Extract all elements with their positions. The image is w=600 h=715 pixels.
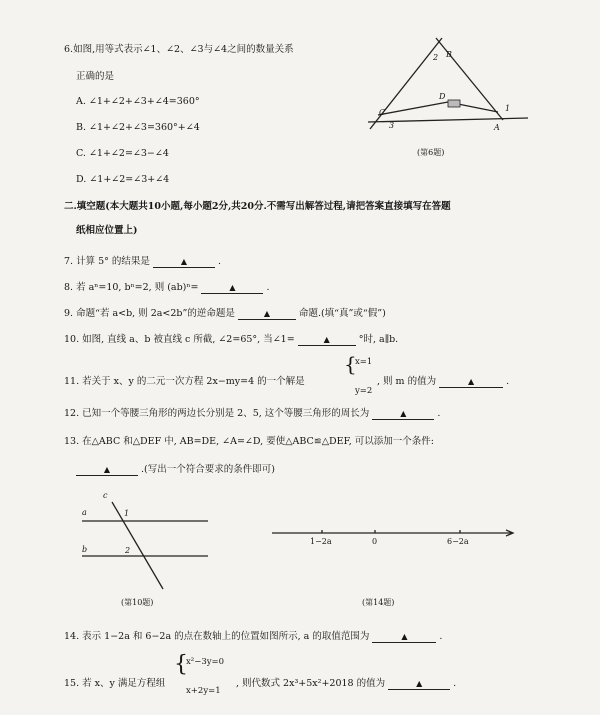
q13-answer-blank[interactable]: ▲ (76, 465, 138, 476)
fig6-label-a: A (494, 123, 500, 132)
q11-text: 11. 若关于 x、y 的二元一次方程 2x−my=4 的一个解是 (64, 376, 305, 387)
fig6-label-c: C (379, 108, 386, 117)
q15 (236, 675, 456, 690)
q6-option-b: B. ∠1+∠2+∠3=360°+∠4 (76, 122, 200, 133)
q11-answer-blank[interactable]: ▲ (439, 377, 503, 388)
fig6-label-b: B (446, 50, 452, 59)
q9-end: 命题.(填“真”或“假”) (298, 308, 386, 319)
fig6-label-1: 1 (505, 104, 511, 113)
q10-answer-blank[interactable]: ▲ (298, 335, 356, 346)
q6-stem-line1: 6.如图,用等式表示∠1、∠2、∠3与∠4之间的数量关系 (64, 44, 294, 55)
q9-text: 9. 命题“若 a<b, 则 2a<2b”的逆命题是 (64, 308, 235, 319)
q8-text: 8. 若 aⁿ=10, bⁿ=2, 则 (ab)ⁿ= (64, 282, 199, 293)
fig6-caption: (第6题) (417, 148, 445, 157)
q15-answer-blank[interactable]: ▲ (388, 679, 450, 690)
fig10-label-1: 1 (124, 509, 130, 518)
q11-text-post: , 则 m 的值为 (377, 376, 437, 387)
q13-line1: 13. 在△ABC 和△DEF 中, AB=DE, ∠A=∠D, 要使△ABC≌△DEF, 可以添加一个条件: (64, 436, 434, 447)
q15-brace: { (174, 652, 188, 677)
q7-answer-blank[interactable]: ▲ (153, 257, 215, 268)
q12-answer-blank[interactable]: ▲ (372, 409, 434, 420)
q15-text-post: , 则代数式 2x³+5x²+2018 的值为 (236, 678, 386, 689)
q13-text-post: .(写出一个符合要求的条件即可) (141, 464, 275, 475)
fig10-label-c: c (103, 491, 108, 500)
q10-end: °时, a∥b. (358, 334, 399, 345)
q6-stem-line2: 正确的是 (76, 71, 115, 82)
q15-end: . (453, 678, 457, 689)
q14-end: . (439, 631, 443, 642)
fig6-label-d: D (439, 92, 446, 101)
q6-option-a: A. ∠1+∠2+∠3+∠4=360° (76, 96, 200, 107)
q6-option-d: D. ∠1+∠2=∠3+∠4 (76, 174, 170, 185)
q6-option-c: C. ∠1+∠2=∠3−∠4 (76, 148, 169, 159)
fig14-tick-label-1: 1−2a (310, 537, 332, 546)
q12-text: 12. 已知一个等腰三角形的两边长分别是 2、5, 这个等腰三角形的周长为 (64, 408, 370, 419)
q11-eq1: x=1 (355, 357, 373, 367)
section2-heading-cont: 纸相应位置上) (76, 225, 138, 236)
fig6-label-3: 3 (389, 121, 395, 130)
q8-end: . (266, 282, 270, 293)
q7-end: . (217, 256, 222, 267)
q10-text: 10. 如图, 直线 a、b 被直线 c 所截, ∠2=65°, 当∠1= (64, 334, 295, 345)
q12-end: . (437, 408, 441, 419)
fig14-tick-label-2: 0 (372, 537, 378, 546)
q11-end: . (506, 376, 510, 387)
q7-text: 7. 计算 5° 的结果是 (64, 256, 150, 267)
q9-answer-blank[interactable]: ▲ (238, 309, 296, 320)
q8-answer-blank[interactable]: ▲ (201, 283, 263, 294)
fig10-label-2: 2 (125, 546, 131, 555)
q14 (64, 628, 442, 643)
fig14-tick-label-3: 6−2a (447, 537, 469, 546)
fig6-label-2: 2 (433, 53, 439, 62)
q15-eq1: x²−3y=0 (186, 657, 225, 667)
fig10-caption: (第10题) (121, 598, 154, 607)
fig14-caption: (第14题) (362, 598, 395, 607)
q15-text: 15. 若 x、y 满足方程组 (64, 678, 166, 689)
q11-eq2: y=2 (355, 386, 373, 396)
section2-heading: 二.填空题(本大题共10小题,每小题2分,共20分.不需写出解答过程,请把答案直接填写在答题 (64, 201, 451, 212)
fig10-label-a: a (82, 508, 87, 517)
q11-brace: { (344, 352, 357, 376)
q14-text: 14. 表示 1−2a 和 6−2a 的点在数轴上的位置如图所示, a 的取值范围为 (64, 631, 370, 642)
q14-answer-blank[interactable]: ▲ (372, 632, 436, 643)
fig10-label-b: b (82, 545, 88, 554)
q15-eq2: x+2y=1 (186, 686, 221, 696)
